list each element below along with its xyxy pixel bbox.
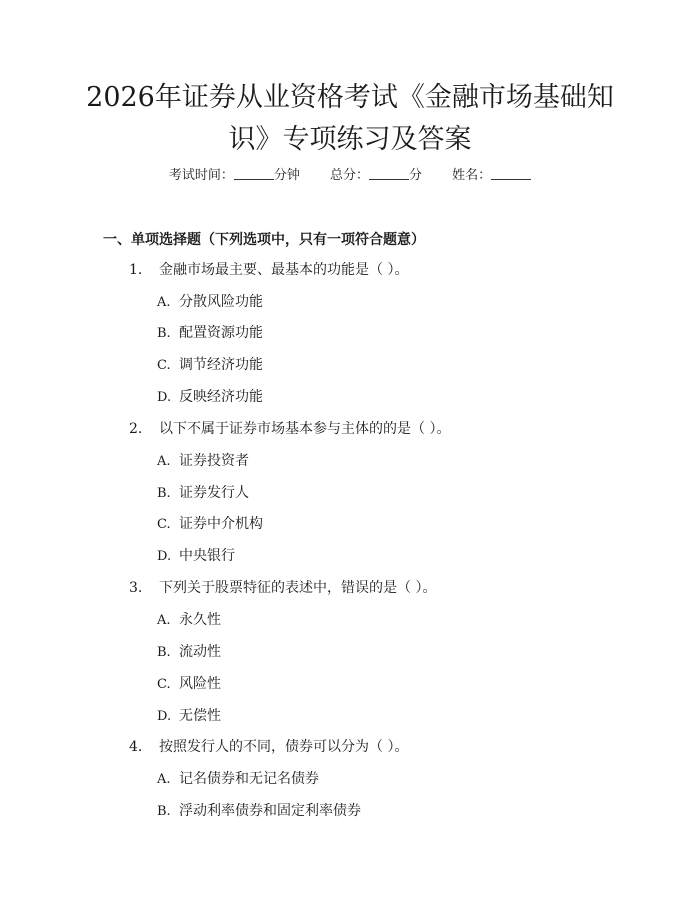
option-text: 证券发行人: [179, 485, 249, 501]
question-1-option-c: [157, 355, 263, 376]
question-number: 3.: [129, 580, 143, 596]
question-2: [129, 419, 450, 439]
question-text: 按照发行人的不同，债券可以分为（ ）。: [159, 739, 409, 755]
exam-name-blank: [491, 166, 531, 180]
question-4: [129, 737, 408, 757]
exam-time: [169, 166, 300, 186]
option-text: 流动性: [179, 644, 221, 660]
question-number: 1.: [129, 262, 143, 278]
question-2-option-c: [157, 514, 263, 535]
question-1-option-b: [157, 323, 263, 344]
option-letter: A.: [157, 613, 171, 628]
option-text: 分散风险功能: [179, 294, 263, 310]
exam-time-blank: [234, 166, 274, 180]
question-2-option-d: [157, 546, 235, 567]
question-number: 4.: [129, 739, 143, 755]
option-letter: B.: [157, 326, 171, 341]
exam-time-label: 考试时间：: [168, 168, 234, 183]
question-text: 金融市场最主要、最基本的功能是（ ）。: [159, 262, 409, 278]
option-text: 风险性: [179, 676, 221, 692]
option-text: 调节经济功能: [179, 357, 263, 373]
option-letter: C.: [157, 677, 171, 692]
section-heading: 一、单项选择题（下列选项中，只有一项符合题意）: [103, 232, 425, 248]
exam-score-blank: [369, 166, 409, 180]
option-text: 记名债券和无记名债券: [179, 771, 319, 787]
option-letter: D.: [157, 390, 172, 405]
question-3-option-a: [157, 610, 221, 631]
option-letter: C.: [157, 358, 171, 373]
exam-score-label: 总分：: [329, 168, 369, 183]
option-text: 配置资源功能: [179, 325, 263, 341]
exam-score: [330, 166, 422, 186]
question-4-option-b: [157, 801, 361, 822]
option-text: 证券中介机构: [179, 516, 263, 532]
question-1: [129, 260, 408, 280]
question-text: 以下不属于证券市场基本参与主体的的是（ ）。: [159, 421, 451, 437]
option-letter: B.: [157, 804, 171, 819]
option-letter: C.: [157, 517, 171, 532]
option-text: 永久性: [179, 612, 221, 628]
option-letter: A.: [157, 295, 171, 310]
page-title-line1: 2026年证券从业资格考试《金融市场基础知: [86, 82, 614, 113]
option-text: 浮动利率债券和固定利率债券: [179, 803, 361, 819]
page-title-line2: 识》专项练习及答案: [228, 124, 472, 155]
exam-score-unit: 分: [409, 168, 423, 183]
question-2-option-b: [157, 483, 249, 504]
option-letter: D.: [157, 549, 172, 564]
question-3-option-b: [157, 642, 221, 663]
question-2-option-a: [157, 451, 249, 472]
option-text: 反映经济功能: [179, 389, 263, 405]
question-text: 下列关于股票特征的表述中，错误的是（ ）。: [159, 580, 437, 596]
option-letter: A.: [157, 454, 171, 469]
option-text: 无偿性: [179, 708, 221, 724]
exam-meta: [0, 166, 700, 186]
question-3-option-c: [157, 674, 221, 695]
question-number: 2.: [129, 421, 143, 437]
question-4-option-a: [157, 769, 319, 790]
question-3-option-d: [157, 706, 221, 727]
option-letter: D.: [157, 709, 172, 724]
option-text: 中央银行: [179, 548, 235, 564]
question-1-option-a: [157, 292, 263, 313]
option-text: 证券投资者: [179, 453, 249, 469]
option-letter: B.: [157, 645, 171, 660]
exam-name: [452, 166, 531, 186]
option-letter: A.: [157, 772, 171, 787]
question-3: [129, 578, 436, 598]
exam-name-label: 姓名：: [452, 168, 492, 183]
option-letter: B.: [157, 486, 171, 501]
exam-time-unit: 分钟: [273, 168, 300, 183]
question-1-option-d: [157, 387, 263, 408]
